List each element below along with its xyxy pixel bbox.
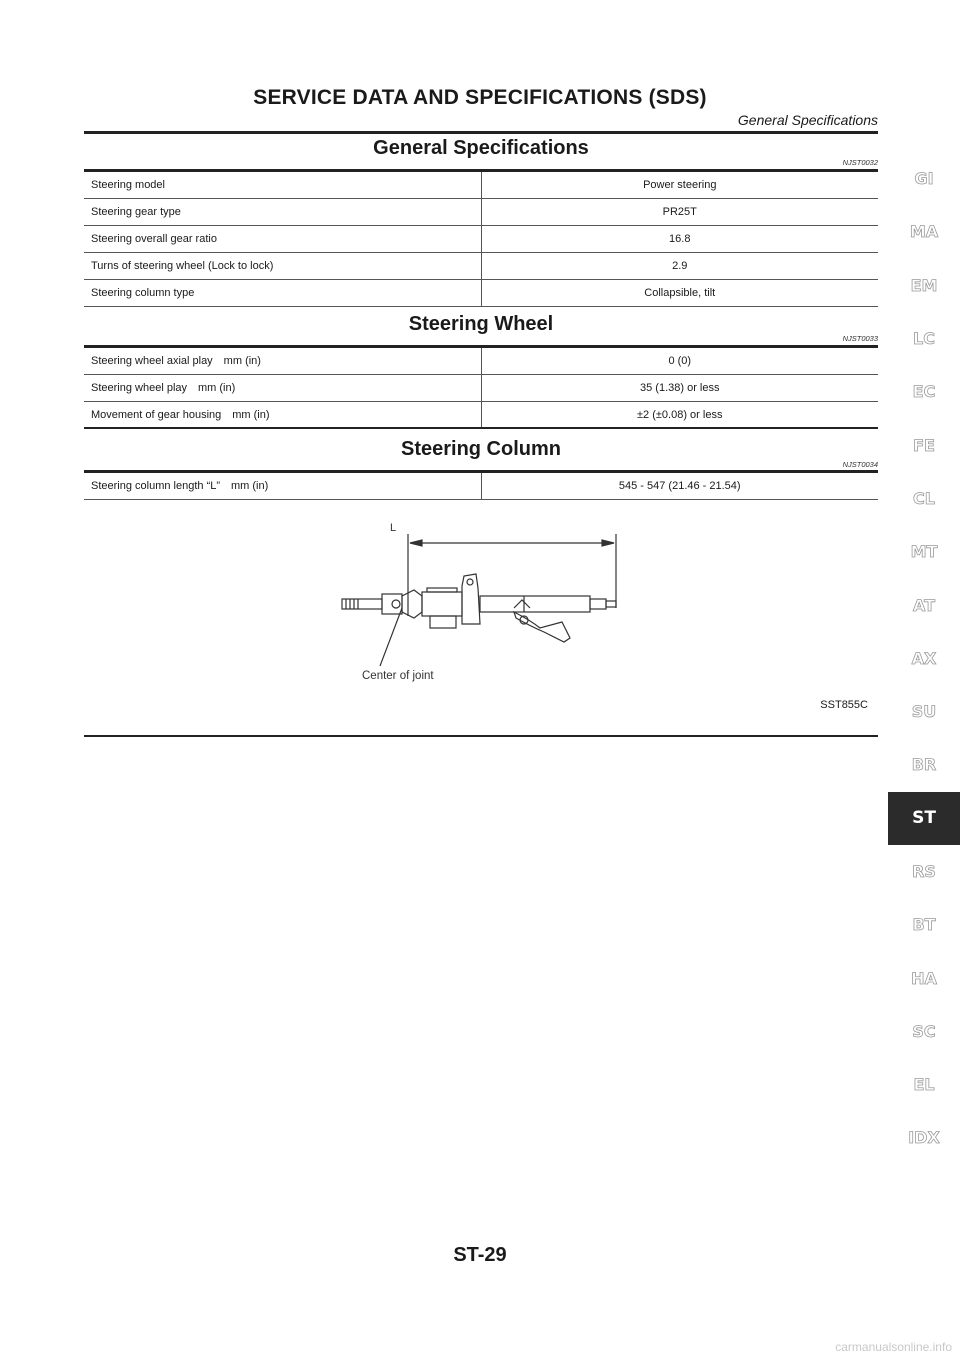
- table-row: [84, 199, 878, 226]
- page-header-title: SERVICE DATA AND SPECIFICATIONS (SDS): [253, 86, 707, 109]
- tab-lc[interactable]: LC: [913, 329, 935, 349]
- tab-ma[interactable]: MA: [909, 222, 939, 242]
- spec-label: Steering model: [84, 172, 481, 199]
- steering-column-illustration: [84, 508, 878, 724]
- spec-value: PR25T: [481, 199, 878, 226]
- figure-end-rule: [84, 735, 878, 737]
- page-header-subtitle: General Specifications: [737, 112, 878, 128]
- spec-value: 16.8: [481, 226, 878, 253]
- table-row: [84, 348, 878, 375]
- section-title-steering-wheel: Steering Wheel: [408, 313, 554, 335]
- table-row: [84, 172, 878, 199]
- tab-at[interactable]: AT: [912, 595, 936, 615]
- tab-gi[interactable]: GI: [914, 169, 934, 189]
- tab-mt[interactable]: MT: [910, 542, 938, 562]
- steering-column-table: [84, 473, 878, 500]
- spec-label: Steering gear type: [84, 199, 481, 226]
- tab-su[interactable]: SU: [911, 702, 937, 722]
- spec-label: Steering column type: [84, 280, 481, 307]
- tab-cl[interactable]: CL: [913, 488, 935, 508]
- steering-column-figure: [84, 508, 878, 724]
- table-row: [84, 253, 878, 280]
- section-title-general-specifications: General Specifications: [373, 137, 589, 159]
- spec-label: Movement of gear housing mm (in): [84, 402, 481, 429]
- watermark: carmanualsonline.info: [835, 1340, 952, 1354]
- spec-label: Steering column length “L” mm (in): [84, 473, 481, 500]
- tab-ha[interactable]: HA: [911, 968, 937, 988]
- tab-el[interactable]: EL: [913, 1075, 935, 1095]
- section-index-tabs: [888, 152, 960, 1165]
- spec-value: 545 - 547 (21.46 - 21.54): [481, 473, 878, 500]
- spec-value: 0 (0): [481, 348, 878, 375]
- tab-bt[interactable]: BT: [912, 915, 936, 935]
- tab-st-active[interactable]: ST: [888, 792, 960, 845]
- table-row: [84, 375, 878, 402]
- table-row: [84, 280, 878, 307]
- general-specifications-table: [84, 172, 878, 307]
- table-row: [84, 226, 878, 253]
- dimension-label: L: [390, 522, 397, 534]
- tab-br[interactable]: BR: [911, 755, 937, 775]
- center-of-joint-callout: Center of joint: [362, 670, 434, 682]
- spec-label: Turns of steering wheel (Lock to lock): [84, 253, 481, 280]
- spec-label: Steering wheel axial play mm (in): [84, 348, 481, 375]
- spec-value: 2.9: [481, 253, 878, 280]
- section-title-steering-column: Steering Column: [400, 438, 561, 460]
- spec-label: Steering wheel play mm (in): [84, 375, 481, 402]
- steering-wheel-table: [84, 348, 878, 429]
- header-rule: [84, 131, 878, 134]
- page-number: ST-29: [453, 1244, 507, 1266]
- spec-value: 35 (1.38) or less: [481, 375, 878, 402]
- figure-id: SST855C: [820, 699, 868, 711]
- tab-rs[interactable]: RS: [912, 862, 936, 881]
- table-row: [84, 473, 878, 500]
- section-code: NJST0032: [842, 158, 878, 167]
- tab-sc[interactable]: SC: [912, 1021, 936, 1041]
- section-code: NJST0034: [842, 460, 878, 469]
- tab-em[interactable]: EM: [910, 275, 938, 295]
- section-end-rule: [84, 427, 878, 429]
- table-row: [84, 402, 878, 429]
- spec-value: Collapsible, tilt: [481, 280, 878, 307]
- tab-ec[interactable]: EC: [912, 382, 936, 402]
- spec-label: Steering overall gear ratio: [84, 226, 481, 253]
- tab-idx[interactable]: IDX: [908, 1128, 940, 1148]
- tab-ax[interactable]: AX: [911, 648, 937, 668]
- section-code: NJST0033: [842, 334, 878, 343]
- spec-value: Power steering: [481, 172, 878, 199]
- tab-fe[interactable]: FE: [913, 435, 935, 455]
- spec-value: ±2 (±0.08) or less: [481, 402, 878, 429]
